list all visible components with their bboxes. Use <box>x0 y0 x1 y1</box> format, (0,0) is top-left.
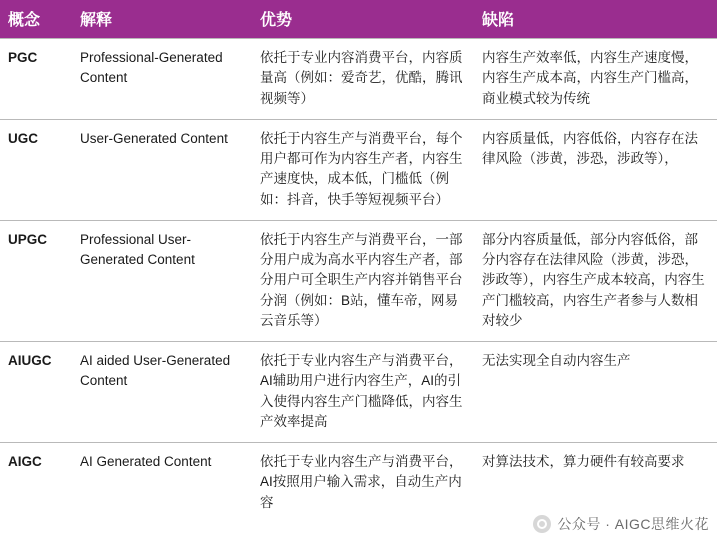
table-row <box>0 39 717 120</box>
cell-concept: UPGC <box>0 220 72 341</box>
column-header-concept: 概念 <box>0 0 72 39</box>
cell-explanation: AI aided User-Generated Content <box>72 342 252 443</box>
cell-concept: AIGC <box>0 443 72 523</box>
table-body <box>0 39 717 523</box>
cell-advantage: 依托于内容生产与消费平台，每个用户都可作为内容生产者，内容生产速度快，成本低，门槛低（例如：抖音，快手等短视频平台） <box>252 119 474 220</box>
cell-advantage: 依托于专业内容生产与消费平台，AI辅助用户进行内容生产，AI的引入使得内容生产门槛降低，内容生产效率提高 <box>252 342 474 443</box>
cell-defect: 内容生产效率低，内容生产速度慢，内容生产成本高，内容生产门槛高，商业模式较为传统 <box>474 39 717 120</box>
table-header <box>0 0 717 39</box>
cell-advantage: 依托于专业内容消费平台，内容质量高（例如：爱奇艺，优酷，腾讯视频等） <box>252 39 474 120</box>
cell-defect: 无法实现全自动内容生产 <box>474 342 717 443</box>
cell-defect: 部分内容质量低，部分内容低俗，部分内容存在法律风险（涉黄，涉恐，涉政等），内容生产成本较高，内容生产门槛较高，内容生产者参与人数相对较少 <box>474 220 717 341</box>
cell-defect: 对算法技术，算力硬件有较高要求 <box>474 443 717 523</box>
wechat-official-account-icon <box>533 515 551 533</box>
watermark-text: 公众号 · AIGC思维火花 <box>557 516 709 532</box>
column-header-explanation: 解释 <box>72 0 252 39</box>
table-row <box>0 342 717 443</box>
table-row <box>0 119 717 220</box>
cell-concept: AIUGC <box>0 342 72 443</box>
cell-explanation: AI Generated Content <box>72 443 252 523</box>
cell-explanation: Professional-Generated Content <box>72 39 252 120</box>
column-header-defect: 缺陷 <box>474 0 717 39</box>
table-row <box>0 443 717 523</box>
cell-explanation: User-Generated Content <box>72 119 252 220</box>
cell-explanation: Professional User-Generated Content <box>72 220 252 341</box>
column-header-advantage: 优势 <box>252 0 474 39</box>
cell-advantage: 依托于内容生产与消费平台，一部分用户成为高水平内容生产者，部分用户可全职生产内容并销售平台分润（例如：B站，懂车帝，网易云音乐等） <box>252 220 474 341</box>
watermark <box>533 514 709 534</box>
table-header-row <box>0 0 717 39</box>
cell-defect: 内容质量低，内容低俗，内容存在法律风险（涉黄，涉恐，涉政等）， <box>474 119 717 220</box>
cell-advantage: 依托于专业内容生产与消费平台，AI按照用户输入需求，自动生产内容 <box>252 443 474 523</box>
cell-concept: UGC <box>0 119 72 220</box>
cell-concept: PGC <box>0 39 72 120</box>
table-row <box>0 220 717 341</box>
